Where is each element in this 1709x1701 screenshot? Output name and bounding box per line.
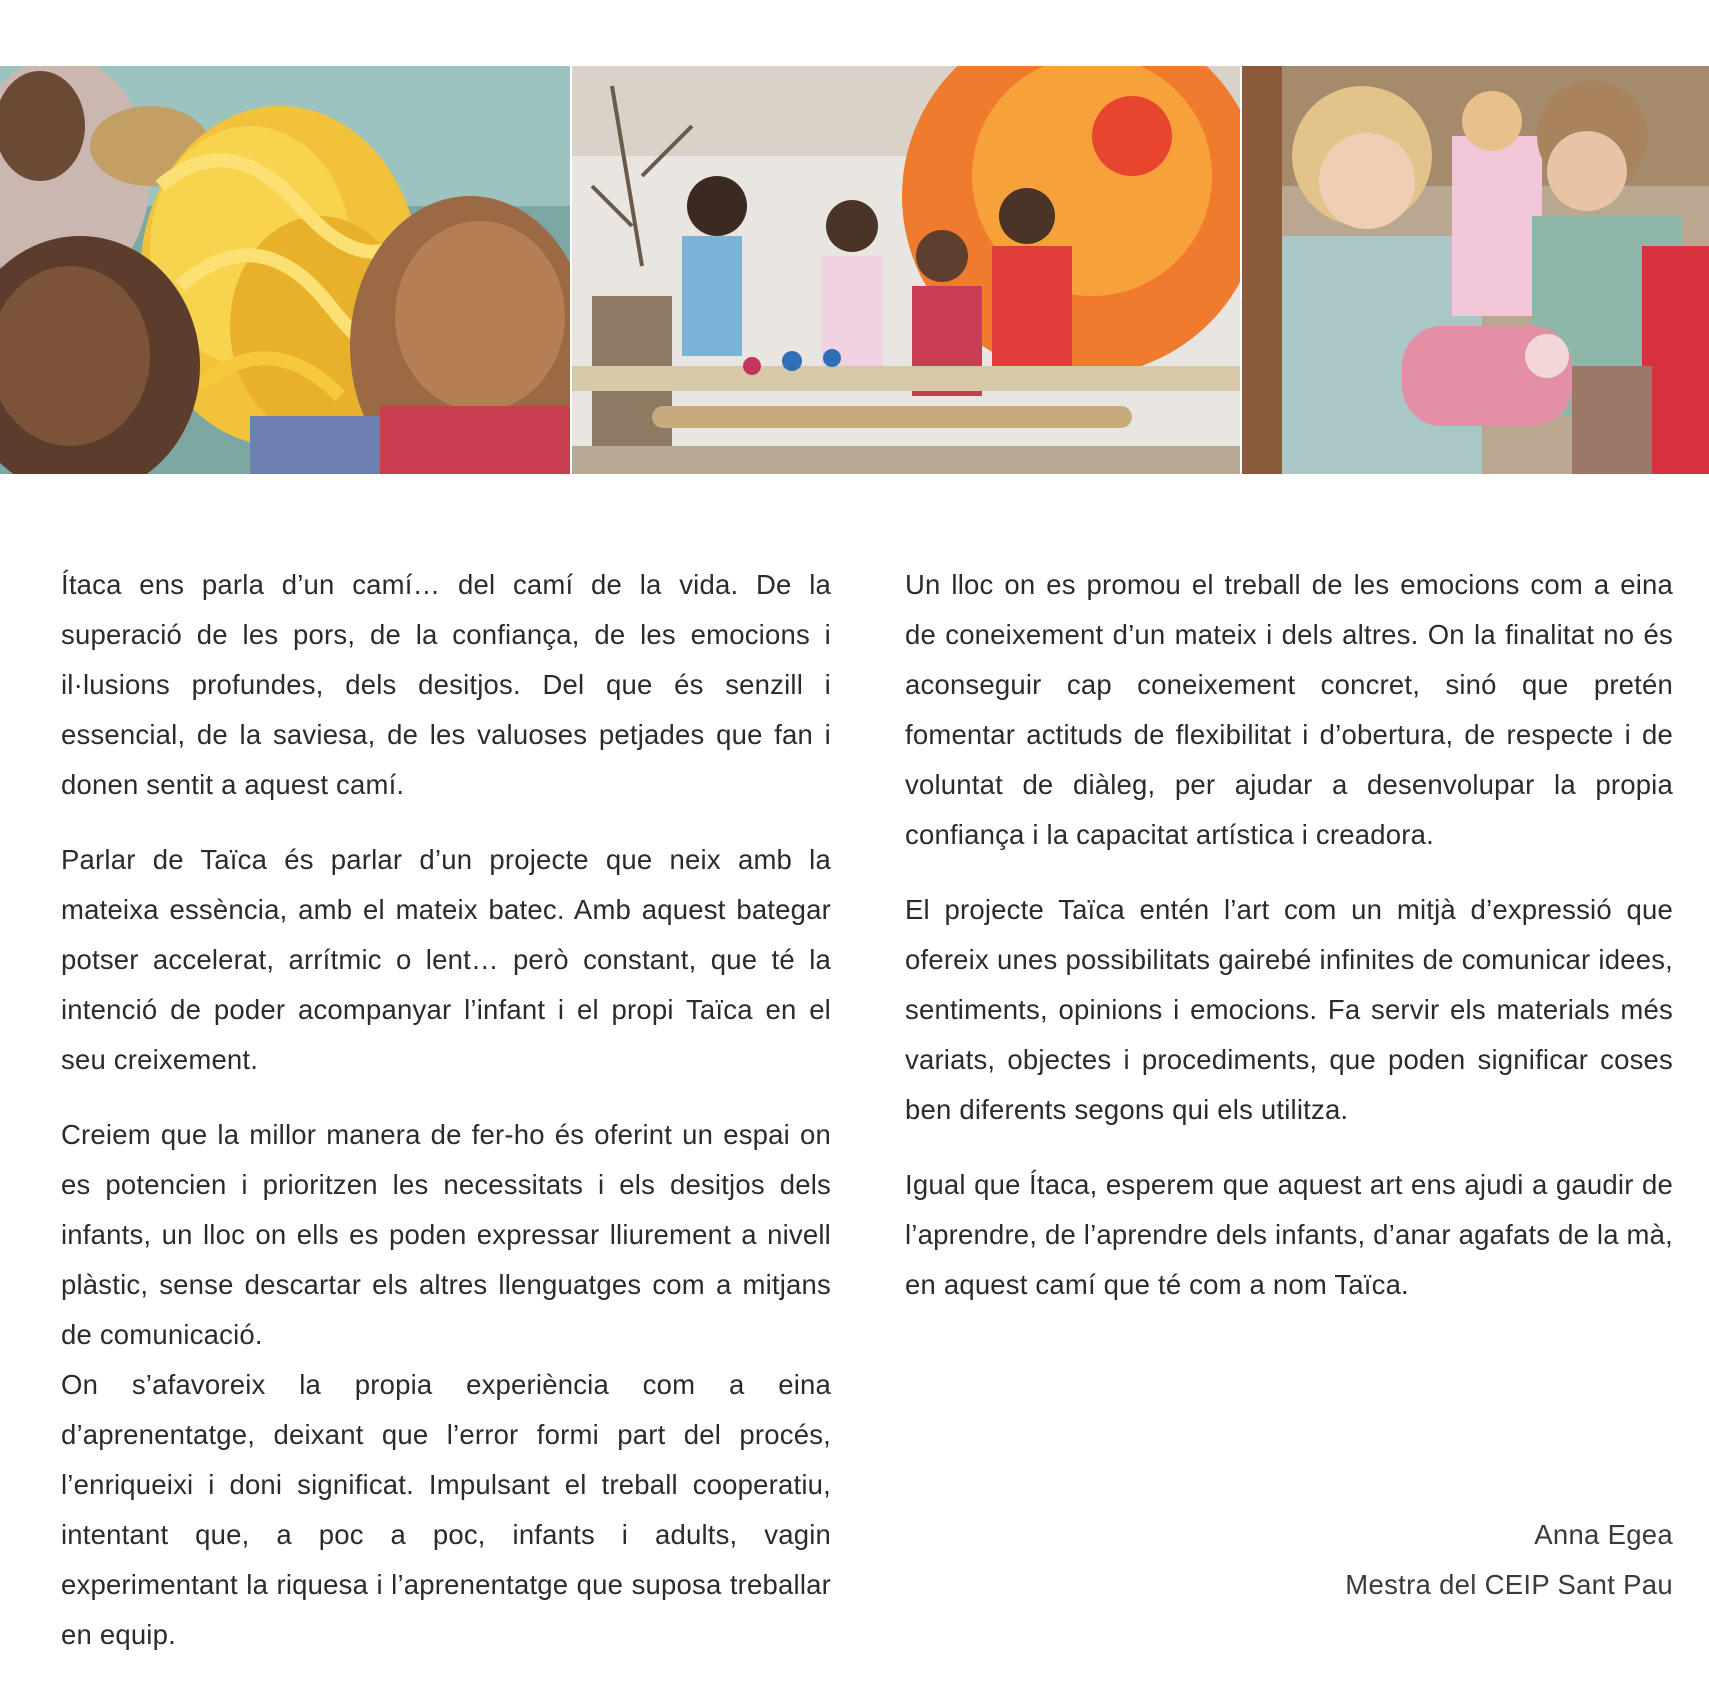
children-painting-in-smocks-photo bbox=[1242, 66, 1709, 474]
paragraph: Parlar de Taïca és parlar d’un projecte que neix amb la mateixa essència, amb el mateix batec. Amb aquest bategar potser accelerat, arrítmic o lent… però constant, que té la intenció de poder acompanyar l’infant i el propi Taïca en el seu creixement. bbox=[61, 844, 831, 1075]
photo-strip bbox=[0, 66, 1709, 474]
children-playing-with-yellow-noodles-photo bbox=[0, 66, 570, 474]
paragraph: El projecte Taïca entén l’art com un mitjà d’expressió que ofereix unes possibilitats gairebé infinites de comunicar idees, sentiments, opinions i emocions. Fa servir els materials més variats, objectes i procediments, que poden significar coses ben diferents segons qui els utilitza. bbox=[905, 894, 1673, 1125]
author-name: Anna Egea bbox=[1534, 1519, 1673, 1550]
left-text-column bbox=[61, 560, 831, 1685]
author-role: Mestra del CEIP Sant Pau bbox=[1345, 1569, 1673, 1600]
paragraph: On s’afavoreix la propia experiència com a eina d’aprenentatge, deixant que l’error formi part del procés, l’enriqueixi i doni significat. Impulsant el treball cooperatiu, intentant que, a poc a poc, infants i adults, vagin experimentant la riquesa i l’aprenentatge que suposa treballar en equip. bbox=[61, 1369, 831, 1650]
paragraph: Igual que Ítaca, esperem que aquest art ens ajudi a gaudir de l’aprendre, de l’aprendre dels infants, d’anar agafats de la mà, en aquest camí que té com a nom Taïca. bbox=[905, 1169, 1673, 1300]
paragraph: Creiem que la millor manera de fer-ho és oferint un espai on es potencien i prioritzen les necessitats i els desitjos dels infants, un lloc on ells es poden expressar lliurement a nivell plàstic, sense descartar els altres llenguatges com a mitjans de comunicació. bbox=[61, 1119, 831, 1350]
paragraph: Un lloc on es promou el treball de les emocions com a eina de coneixement d’un mateix i dels altres. On la finalitat no és aconseguir cap coneixement concret, sinó que pretén fomentar actituds de flexibilitat i d’obertura, de respecte i de voluntat de diàleg, per ajudar a desenvolupar la propia confiança i la capacitat artística i creadora. bbox=[905, 569, 1673, 850]
children-crafting-at-table-photo bbox=[572, 66, 1240, 474]
signature bbox=[1345, 1510, 1673, 1610]
right-text-column bbox=[905, 560, 1673, 1335]
paragraph: Ítaca ens parla d’un camí… del camí de la vida. De la superació de les pors, de la confiança, de les emocions i il·lusions profundes, dels desitjos. Del que és senzill i essencial, de la saviesa, de les valuoses petjades que fan i donen sentit a aquest camí. bbox=[61, 569, 831, 800]
